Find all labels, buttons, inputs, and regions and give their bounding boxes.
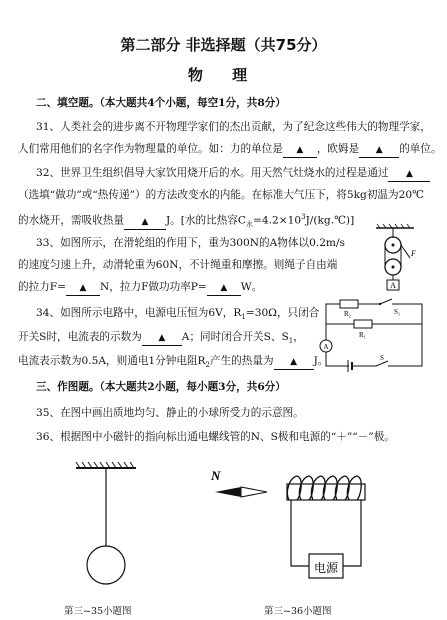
force-label: F bbox=[411, 249, 416, 258]
figure-35-caption: 第三~35小题图 bbox=[64, 606, 132, 617]
circuit-diagram bbox=[318, 300, 430, 372]
fill-section-heading: 二、填空题。（本大题共4个小题，每空1分，共8分） bbox=[36, 97, 286, 109]
ammeter-label: A bbox=[323, 343, 329, 351]
q32-line1 bbox=[36, 166, 430, 182]
answer-blank bbox=[274, 354, 314, 370]
q31-line1: 31、人类社会的进步离不开物理学家们的杰出贡献，为了纪念这些伟大的物理学家， bbox=[36, 121, 431, 133]
q34-line3 bbox=[18, 354, 328, 372]
q34-line2 bbox=[18, 330, 304, 348]
switch-s1-label: S₁ bbox=[394, 308, 401, 316]
power-supply-label: 电源 bbox=[313, 561, 339, 575]
figure-36-caption: 第三~36小题图 bbox=[264, 606, 332, 617]
answer-blank bbox=[388, 166, 430, 182]
q34-line1 bbox=[36, 306, 319, 324]
hanging-ball-figure bbox=[70, 462, 150, 582]
answer-blank bbox=[283, 142, 317, 158]
blank-marker: ▲ bbox=[406, 169, 413, 179]
ball bbox=[87, 546, 125, 584]
blank-marker: ▲ bbox=[158, 333, 166, 343]
q34-text-e: ， bbox=[293, 331, 304, 343]
answer-blank bbox=[124, 214, 166, 230]
answer-blank bbox=[142, 330, 182, 346]
page-title: 第二部分 非选择题（共75分） bbox=[120, 36, 327, 54]
q35-text: 35、在图中画出质地均匀、静止的小球所受力的示意图。 bbox=[36, 407, 304, 419]
blank-marker: ▲ bbox=[220, 283, 228, 293]
needle-light-half bbox=[241, 487, 267, 497]
q33-text-a: 的拉力F= bbox=[18, 281, 67, 293]
needle-n-label: N bbox=[211, 468, 221, 483]
solenoid-figure bbox=[205, 462, 405, 592]
q33-text-c: W。 bbox=[240, 281, 263, 293]
q33-text-b: N，拉力F做功功率P= bbox=[100, 281, 207, 293]
q32-sub: 水 bbox=[246, 220, 253, 229]
q34-sub: 1 bbox=[241, 313, 246, 322]
q32-text-d: J。[水的比热容C bbox=[165, 214, 246, 227]
q34-text-f: 电流表示数为0.5A，则通电1分钟电阻R bbox=[18, 355, 206, 367]
pulley-diagram bbox=[372, 226, 422, 298]
q34-text-g: 产生的热量为 bbox=[210, 355, 274, 367]
q32-text-f: J/(kg.℃)] bbox=[305, 214, 355, 227]
q32-sup: 3 bbox=[301, 213, 306, 221]
blank-marker: ▲ bbox=[290, 357, 298, 367]
needle-dark-half bbox=[215, 487, 241, 497]
q32-text-e: =4.2×10 bbox=[253, 214, 302, 227]
q32-text-a: 32、世界卫生组织倡导大家饮用烧开后的水。用天然气灶烧水的过程是通过 bbox=[36, 167, 389, 179]
resistor-r2-label: R₂ bbox=[344, 310, 352, 318]
q34-text-c: 开关S时，电流表的示数为 bbox=[18, 331, 142, 343]
answer-blank bbox=[207, 280, 241, 296]
blank-marker: ▲ bbox=[296, 145, 304, 155]
blank-marker: ▲ bbox=[79, 283, 87, 293]
q34-text-b: =30Ω，只闭合 bbox=[245, 307, 320, 319]
q34-sub: 2 bbox=[205, 361, 210, 370]
q33-line1: 33、如图所示，在滑轮组的作用下，重为300N的A物体以0.2m/s bbox=[36, 237, 345, 249]
q34-sub: 1 bbox=[288, 337, 294, 346]
q33-line3 bbox=[18, 280, 262, 296]
answer-blank bbox=[359, 142, 399, 158]
resistor-r1-label: R₁ bbox=[359, 331, 367, 339]
q32-text-c: 的水烧开，需吸收热量 bbox=[18, 214, 124, 227]
q31-line2 bbox=[18, 142, 442, 158]
q32-line2: （选填“做功”或“热传递”）的方法改变水的内能。在标准大气压下，将5kg初温为20℃ bbox=[18, 189, 424, 201]
blank-marker: ▲ bbox=[375, 145, 383, 155]
q31-text-c: 的单位。 bbox=[399, 143, 442, 155]
q34-text-h: J。 bbox=[313, 355, 329, 367]
switch-s-label: S bbox=[380, 354, 384, 362]
q31-text-a: 人们常用他们的名字作为物理量的单位。如：力的单位是 bbox=[18, 143, 283, 155]
q36-text: 36、根据图中小磁针的指向标出通电螺线管的N、S极和电源的“＋”“－”极。 bbox=[36, 431, 395, 443]
q34-text-a: 34、如图所示电路中，电源电压恒为6V，R bbox=[36, 307, 242, 319]
q32-line3 bbox=[18, 210, 354, 232]
q31-text-b: ，欧姆是 bbox=[316, 143, 360, 155]
subject-title: 物 理 bbox=[187, 66, 260, 84]
q33-line2: 的速度匀速上升，动滑轮重为60N，不计绳重和摩擦。则绳子自由端 bbox=[18, 259, 338, 271]
q34-text-d: A；同时闭合开关S、S bbox=[181, 331, 289, 343]
draw-section-heading: 三、作图题。（本大题共2小题，每小题3分，共6分） bbox=[36, 381, 286, 393]
blank-marker: ▲ bbox=[141, 216, 149, 227]
answer-blank bbox=[66, 280, 100, 296]
weight-label: A bbox=[390, 281, 396, 290]
